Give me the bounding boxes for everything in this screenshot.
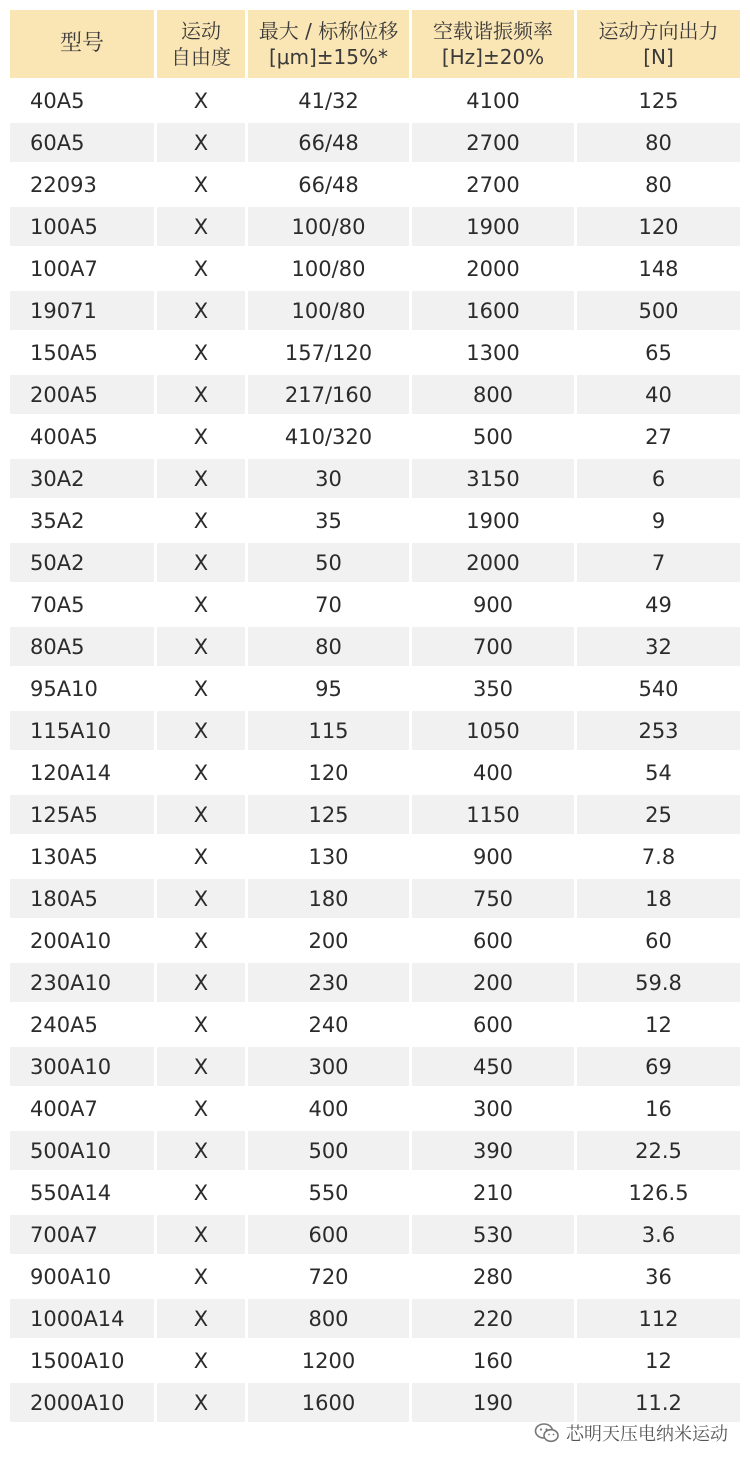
cell-dof: X <box>157 459 245 498</box>
table-row <box>10 921 740 960</box>
table-row <box>10 1341 740 1380</box>
cell-dof: X <box>157 1131 245 1170</box>
cell-resonance: 1600 <box>412 291 574 330</box>
cell-resonance: 200 <box>412 963 574 1002</box>
cell-force: 25 <box>577 795 740 834</box>
table-row <box>10 837 740 876</box>
table-row <box>10 627 740 666</box>
cell-dof: X <box>193 88 209 113</box>
cell-model: 300A10 <box>10 1047 154 1086</box>
cell-dof: X <box>157 795 245 834</box>
cell-resonance: 2700 <box>412 123 574 162</box>
header-dof-line1: 运动 <box>181 19 221 43</box>
cell-force: 253 <box>577 711 740 750</box>
cell-dof: X <box>193 676 209 701</box>
header-displacement-line1: 最大 / 标称位移 <box>258 19 399 43</box>
cell-force: 60 <box>645 928 672 953</box>
cell-resonance: 3150 <box>412 459 574 498</box>
cell-model: 180A5 <box>10 879 154 918</box>
cell-resonance: 750 <box>412 879 574 918</box>
cell-displacement: 80 <box>248 627 409 666</box>
cell-resonance: 400 <box>472 760 514 785</box>
cell-force: 80 <box>645 172 672 197</box>
cell-displacement: 410/320 <box>284 424 373 449</box>
cell-resonance: 300 <box>472 1096 514 1121</box>
cell-model: 550A14 <box>30 1180 112 1205</box>
cell-displacement: 720 <box>308 1264 349 1289</box>
cell-model: 1000A14 <box>10 1299 154 1338</box>
cell-dof: X <box>193 1012 209 1037</box>
cell-dof: X <box>157 963 245 1002</box>
cell-resonance: 1050 <box>412 711 574 750</box>
cell-force: 54 <box>645 760 672 785</box>
table-row <box>10 123 740 162</box>
cell-dof: X <box>157 207 245 246</box>
cell-dof: X <box>193 1180 209 1205</box>
cell-displacement: 240 <box>308 1012 349 1037</box>
cell-force: 126.5 <box>628 1180 689 1205</box>
table-row <box>10 585 740 624</box>
cell-dof: X <box>157 1299 245 1338</box>
cell-model: 50A2 <box>10 543 154 582</box>
cell-displacement: 550 <box>308 1180 349 1205</box>
table-row <box>10 1131 740 1170</box>
cell-model: 100A5 <box>10 207 154 246</box>
cell-displacement: 217/160 <box>248 375 409 414</box>
cell-force: 9 <box>651 508 666 533</box>
table-row <box>10 879 740 918</box>
table-row <box>10 1383 740 1422</box>
cell-model: 230A10 <box>10 963 154 1002</box>
cell-model: 120A14 <box>30 760 112 785</box>
cell-displacement: 115 <box>248 711 409 750</box>
cell-force: 18 <box>577 879 740 918</box>
cell-force: 12 <box>645 1348 672 1373</box>
cell-displacement: 120 <box>308 760 349 785</box>
cell-model: 1500A10 <box>30 1348 125 1373</box>
cell-force: 36 <box>645 1264 672 1289</box>
table-row <box>10 501 740 540</box>
header-force-line1: 运动方向出力 <box>598 19 719 43</box>
wechat-icon <box>534 1422 560 1444</box>
cell-displacement: 95 <box>315 676 342 701</box>
cell-displacement: 800 <box>248 1299 409 1338</box>
cell-model: 19071 <box>10 291 154 330</box>
cell-resonance: 350 <box>472 676 514 701</box>
cell-model: 35A2 <box>30 508 85 533</box>
cell-resonance: 1900 <box>466 508 520 533</box>
cell-dof: X <box>193 928 209 953</box>
header-resonance <box>412 10 574 78</box>
table-row <box>10 543 740 582</box>
cell-dof: X <box>157 879 245 918</box>
table-header <box>10 10 740 78</box>
cell-model: 130A5 <box>30 844 98 869</box>
cell-model: 100A7 <box>30 256 98 281</box>
cell-resonance: 1300 <box>466 340 520 365</box>
cell-displacement: 300 <box>248 1047 409 1086</box>
cell-model: 125A5 <box>10 795 154 834</box>
cell-dof: X <box>157 627 245 666</box>
table-row <box>10 1089 740 1128</box>
cell-displacement: 66/48 <box>298 172 359 197</box>
cell-dof: X <box>193 172 209 197</box>
cell-force: 16 <box>645 1096 672 1121</box>
cell-force: 500 <box>577 291 740 330</box>
cell-dof: X <box>193 1264 209 1289</box>
cell-displacement: 400 <box>308 1096 349 1121</box>
cell-resonance: 1150 <box>412 795 574 834</box>
table-row <box>10 207 740 246</box>
table-row <box>10 375 740 414</box>
cell-displacement: 500 <box>248 1131 409 1170</box>
cell-dof: X <box>193 424 209 449</box>
cell-displacement: 1600 <box>248 1383 409 1422</box>
cell-force: 32 <box>577 627 740 666</box>
cell-model: 60A5 <box>10 123 154 162</box>
table-body <box>10 81 740 1422</box>
table-row <box>10 795 740 834</box>
cell-dof: X <box>157 1383 245 1422</box>
table-row <box>10 1005 740 1044</box>
cell-force: 120 <box>577 207 740 246</box>
cell-displacement: 50 <box>248 543 409 582</box>
cell-resonance: 900 <box>472 592 514 617</box>
watermark-text: 芯明天压电纳米运动 <box>566 1424 728 1445</box>
cell-dof: X <box>157 291 245 330</box>
header-resonance-line2: [Hz]±20% <box>441 45 545 69</box>
cell-dof: X <box>193 340 209 365</box>
cell-displacement: 1200 <box>301 1348 356 1373</box>
header-force <box>577 10 740 78</box>
cell-resonance: 390 <box>412 1131 574 1170</box>
cell-resonance: 700 <box>412 627 574 666</box>
cell-model: 700A7 <box>10 1215 154 1254</box>
table-row <box>10 333 740 372</box>
cell-dof: X <box>157 123 245 162</box>
spec-table <box>10 10 740 1422</box>
cell-force: 40 <box>577 375 740 414</box>
cell-force: 80 <box>577 123 740 162</box>
cell-resonance: 2000 <box>466 256 520 281</box>
cell-resonance: 160 <box>472 1348 514 1373</box>
cell-resonance: 530 <box>412 1215 574 1254</box>
cell-model: 200A10 <box>30 928 112 953</box>
table-row <box>10 1173 740 1212</box>
table-row <box>10 1299 740 1338</box>
cell-resonance: 210 <box>472 1180 514 1205</box>
cell-model: 400A7 <box>30 1096 98 1121</box>
cell-model: 900A10 <box>30 1264 112 1289</box>
cell-model: 80A5 <box>10 627 154 666</box>
cell-model: 500A10 <box>10 1131 154 1170</box>
cell-dof: X <box>157 375 245 414</box>
cell-resonance: 500 <box>472 424 514 449</box>
cell-displacement: 66/48 <box>248 123 409 162</box>
cell-resonance: 280 <box>472 1264 514 1289</box>
cell-resonance: 900 <box>472 844 514 869</box>
cell-displacement: 30 <box>248 459 409 498</box>
table-row <box>10 249 740 288</box>
cell-resonance: 1900 <box>412 207 574 246</box>
table-row <box>10 417 740 456</box>
table-row <box>10 1215 740 1254</box>
cell-resonance: 450 <box>412 1047 574 1086</box>
cell-dof: X <box>193 844 209 869</box>
cell-resonance: 190 <box>412 1383 574 1422</box>
cell-force: 540 <box>638 676 679 701</box>
cell-resonance: 800 <box>412 375 574 414</box>
cell-displacement: 41/32 <box>298 88 359 113</box>
cell-force: 6 <box>577 459 740 498</box>
cell-displacement: 35 <box>315 508 342 533</box>
header-model <box>10 10 154 78</box>
table-row <box>10 291 740 330</box>
cell-displacement: 230 <box>248 963 409 1002</box>
cell-force: 27 <box>645 424 672 449</box>
cell-model: 22093 <box>30 172 97 197</box>
cell-displacement: 130 <box>308 844 349 869</box>
cell-force: 11.2 <box>577 1383 740 1422</box>
cell-resonance: 220 <box>412 1299 574 1338</box>
cell-dof: X <box>157 1047 245 1086</box>
cell-dof: X <box>193 760 209 785</box>
cell-force: 65 <box>645 340 672 365</box>
cell-force: 125 <box>638 88 679 113</box>
cell-model: 30A2 <box>10 459 154 498</box>
cell-dof: X <box>193 592 209 617</box>
header-dof-line2: 自由度 <box>171 45 231 69</box>
header-model-label: 型号 <box>59 31 104 56</box>
cell-resonance: 2700 <box>466 172 520 197</box>
cell-force: 59.8 <box>577 963 740 1002</box>
cell-force: 12 <box>645 1012 672 1037</box>
cell-force: 7.8 <box>641 844 676 869</box>
cell-displacement: 100/80 <box>248 291 409 330</box>
header-resonance-line1: 空载谐振频率 <box>433 19 553 43</box>
cell-displacement: 600 <box>248 1215 409 1254</box>
table-row <box>10 1047 740 1086</box>
header-displacement <box>248 10 409 78</box>
table-row <box>10 81 740 120</box>
cell-resonance: 600 <box>472 928 514 953</box>
cell-dof: X <box>193 508 209 533</box>
cell-dof: X <box>157 711 245 750</box>
cell-resonance: 600 <box>472 1012 514 1037</box>
cell-displacement: 180 <box>248 879 409 918</box>
cell-resonance: 4100 <box>466 88 520 113</box>
cell-force: 148 <box>638 256 679 281</box>
cell-resonance: 2000 <box>412 543 574 582</box>
cell-dof: X <box>193 1096 209 1121</box>
cell-displacement: 125 <box>248 795 409 834</box>
cell-model: 200A5 <box>10 375 154 414</box>
cell-displacement: 200 <box>308 928 349 953</box>
table-row <box>10 711 740 750</box>
cell-force: 22.5 <box>577 1131 740 1170</box>
cell-model: 240A5 <box>30 1012 98 1037</box>
watermark <box>534 1420 728 1446</box>
cell-displacement: 157/120 <box>284 340 373 365</box>
cell-model: 115A10 <box>10 711 154 750</box>
cell-force: 3.6 <box>577 1215 740 1254</box>
table-row <box>10 753 740 792</box>
cell-dof: X <box>157 543 245 582</box>
cell-model: 150A5 <box>30 340 98 365</box>
cell-force: 112 <box>577 1299 740 1338</box>
header-displacement-line2: [μm]±15%* <box>268 45 389 69</box>
cell-model: 2000A10 <box>10 1383 154 1422</box>
cell-model: 95A10 <box>30 676 98 701</box>
cell-dof: X <box>193 256 209 281</box>
table-row <box>10 669 740 708</box>
cell-dof: X <box>193 1348 209 1373</box>
cell-force: 49 <box>645 592 672 617</box>
cell-model: 70A5 <box>30 592 85 617</box>
cell-displacement: 70 <box>315 592 342 617</box>
table-row <box>10 963 740 1002</box>
header-dof <box>157 10 245 78</box>
table-row <box>10 1257 740 1296</box>
table-row <box>10 459 740 498</box>
header-force-line2: [N] <box>643 45 674 69</box>
cell-force: 69 <box>577 1047 740 1086</box>
cell-displacement: 100/80 <box>248 207 409 246</box>
cell-displacement: 100/80 <box>291 256 366 281</box>
cell-dof: X <box>157 1215 245 1254</box>
cell-force: 7 <box>577 543 740 582</box>
table-row <box>10 165 740 204</box>
cell-model: 40A5 <box>30 88 85 113</box>
cell-model: 400A5 <box>30 424 98 449</box>
